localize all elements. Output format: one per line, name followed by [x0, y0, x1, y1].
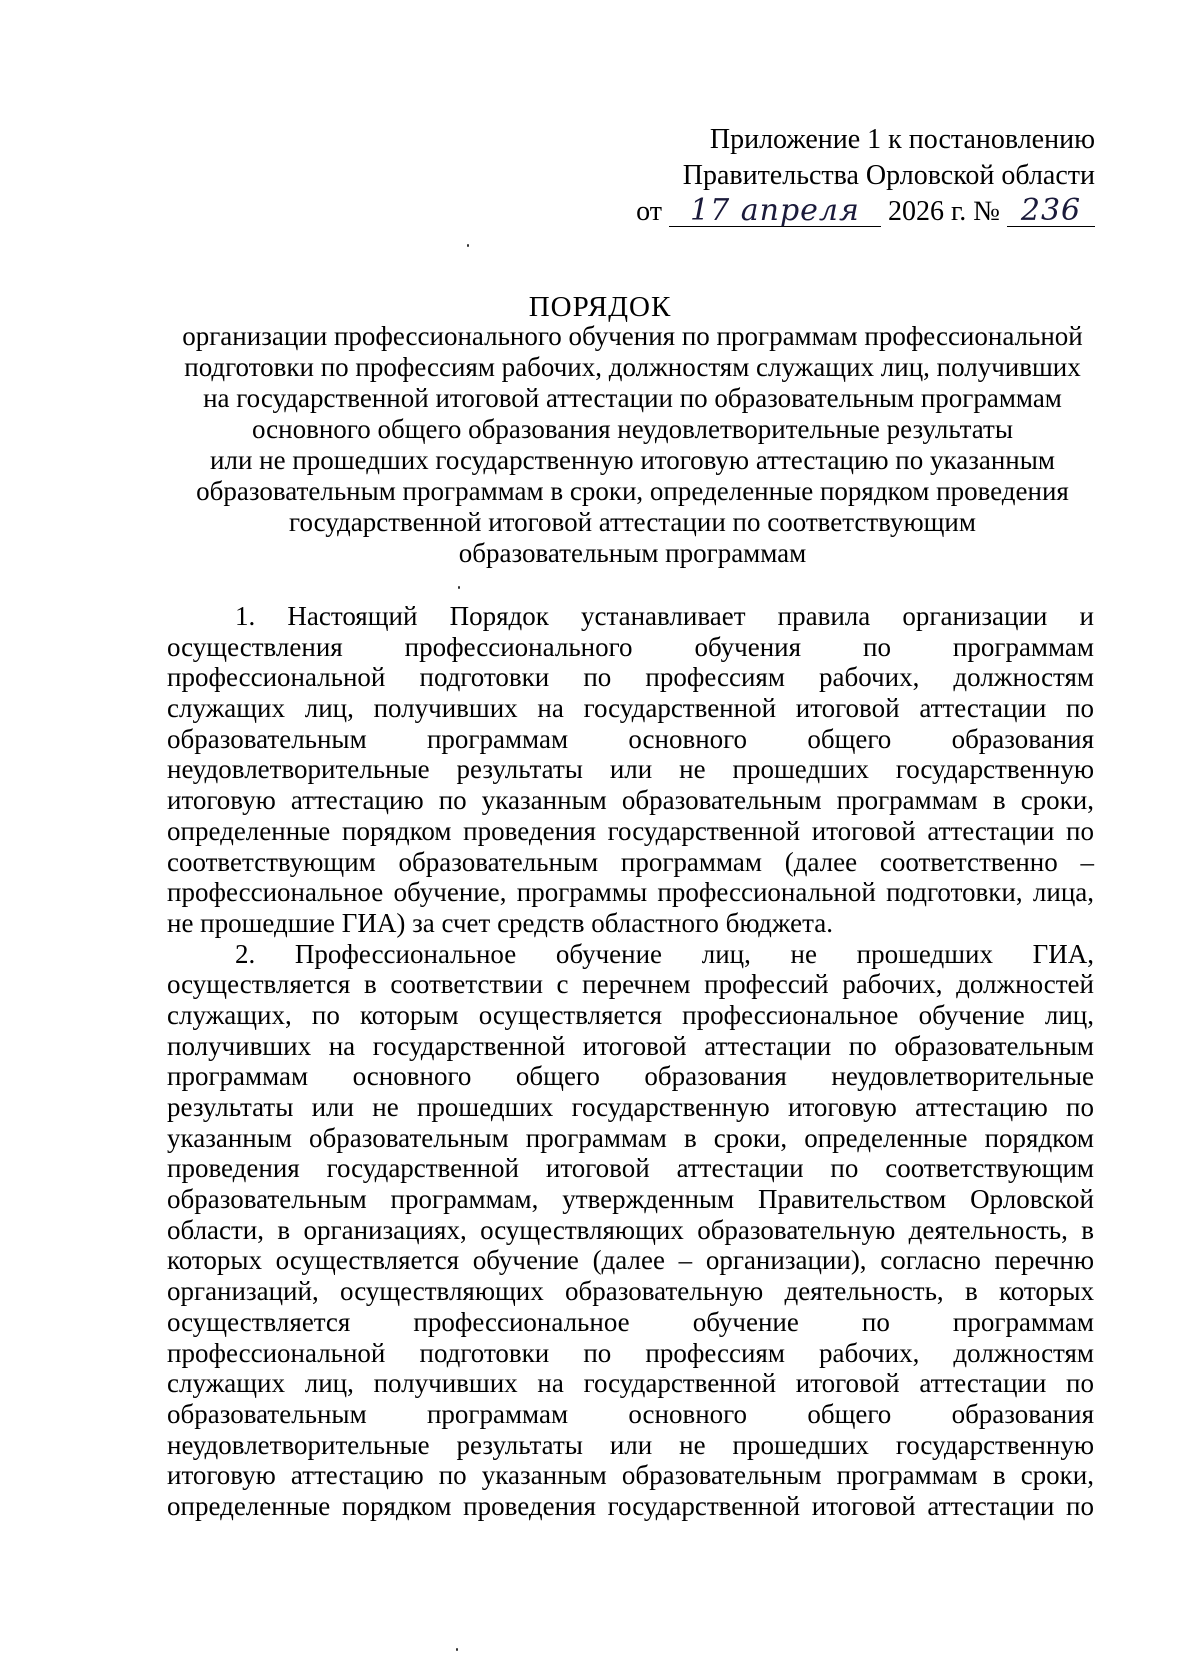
paragraph-line: результаты или не прошедших государственную итоговую аттестацию по: [167, 1092, 1094, 1122]
paragraph-line: служащих лиц, получивших на государственной итоговой аттестации по: [167, 1368, 1094, 1399]
appendix-line-3: [600, 194, 1095, 230]
paragraph-2: [167, 939, 1094, 1522]
appendix-reference: [600, 122, 1095, 230]
paragraph-line: образовательным программам, утвержденным Правительством Орловской: [167, 1184, 1094, 1215]
paragraph-line: указанным образовательным программам в сроки, определенные порядком: [167, 1122, 1094, 1153]
paragraph-line: служащих лиц, получивших на государственной итоговой аттестации по: [167, 693, 1094, 724]
subtitle-line: на государственной итоговой аттестации по образовательным программам: [203, 383, 1062, 413]
subtitle-line: образовательным программам в сроки, определенные порядком проведения: [196, 476, 1069, 506]
paragraph-line: области, в организациях, осуществляющих образовательную деятельность, в: [167, 1214, 1094, 1245]
appendix-line-2: Правительства Орловской области: [682, 160, 1095, 191]
paragraph-line: профессиональное обучение, программы профессиональной подготовки, лица,: [167, 877, 1094, 908]
paragraph-line: организаций, осуществляющих образовательную деятельность, в которых: [167, 1276, 1094, 1307]
paragraph-line: неудовлетворительные результаты или не прошедших государственную: [167, 754, 1094, 785]
scan-speck: [458, 586, 460, 589]
paragraph-line: соответствующим образовательным программам (далее соответственно –: [167, 846, 1094, 877]
subtitle-line: основного общего образования неудовлетворительные результаты: [252, 414, 1013, 444]
subtitle-line: государственной итоговой аттестации по соответствующим: [289, 507, 976, 537]
document-title: ПОРЯДОК: [528, 291, 672, 323]
year-number-label: 2026 г. №: [887, 196, 1000, 227]
subtitle-line: подготовки по профессиям рабочих, должностям служащих лиц, получивших: [184, 352, 1081, 382]
paragraph-line: неудовлетворительные результаты или не прошедших государственную: [167, 1429, 1094, 1460]
subtitle-line: или не прошедших государственную итоговую аттестацию по указанным: [210, 445, 1055, 475]
appendix-line-1: Приложение 1 к постановлению: [709, 124, 1095, 155]
paragraph-line: программам основного общего образования неудовлетворительные: [167, 1061, 1094, 1092]
subtitle-line: организации профессионального обучения по программам профессиональной: [182, 321, 1083, 351]
paragraph-line: 1. Настоящий Порядок устанавливает правила организации и: [235, 601, 1094, 631]
paragraph-line: осуществления профессионального обучения по программам: [167, 631, 1094, 662]
paragraph-line: получивших на государственной итоговой аттестации по образовательным: [167, 1030, 1094, 1061]
paragraph-line: не прошедшие ГИА) за счет средств областного бюджета.: [167, 907, 834, 938]
paragraph-line: определенные порядком проведения государственной итоговой аттестации по: [167, 1490, 1094, 1521]
paragraph-line: профессиональной подготовки по профессиям рабочих, должностям: [167, 1337, 1094, 1368]
scan-speck: [467, 244, 469, 247]
subtitle-line: образовательным программам: [458, 538, 807, 568]
document-body: [167, 601, 1094, 1522]
paragraph-line: служащих, по которым осуществляется профессиональное обучение лиц,: [167, 999, 1094, 1030]
paragraph-line: профессиональной подготовки по профессиям рабочих, должностям: [167, 662, 1094, 693]
paragraph-line: осуществляется в соответствии с перечнем профессий рабочих, должностей: [167, 969, 1094, 1000]
paragraph-line: итоговую аттестацию по указанным образовательным программам в сроки,: [167, 785, 1094, 816]
handwritten-number: 236: [1007, 196, 1095, 227]
scan-speck: [456, 1648, 458, 1651]
paragraph-line: проведения государственной итоговой аттестации по соответствующим: [167, 1153, 1094, 1184]
paragraph-line: образовательным программам основного общего образования: [167, 723, 1094, 754]
paragraph-1: [167, 601, 1094, 939]
paragraph-line: осуществляется профессиональное обучение по программам: [167, 1306, 1094, 1337]
paragraph-line: 2. Профессиональное обучение лиц, не прошедших ГИА,: [235, 938, 1094, 969]
paragraph-line: образовательным программам основного общего образования: [167, 1398, 1094, 1429]
document-subtitle: [160, 321, 1105, 569]
paragraph-line: определенные порядком проведения государственной итоговой аттестации по: [167, 815, 1094, 846]
handwritten-date: 17 апреля: [669, 196, 881, 227]
paragraph-line: которых осуществляется обучение (далее – организации), согласно перечню: [167, 1245, 1094, 1276]
from-prefix: от: [636, 196, 662, 227]
paragraph-line: итоговую аттестацию по указанным образовательным программам в сроки,: [167, 1460, 1094, 1491]
